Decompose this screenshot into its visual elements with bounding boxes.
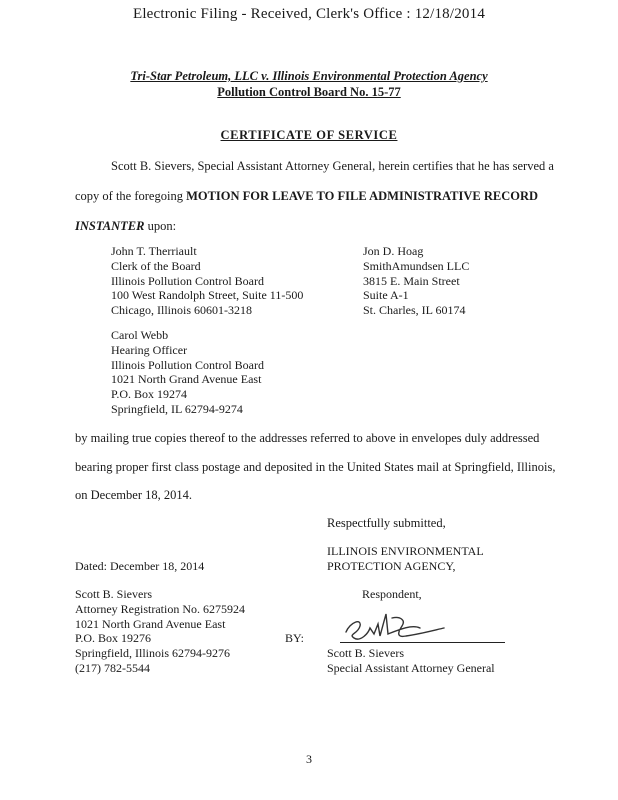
recipient-third-line: Illinois Pollution Control Board [111,357,265,372]
recipient-left-line: Illinois Pollution Control Board [111,273,265,288]
intro-line-3 [75,219,176,234]
recipient-left-line: Chicago, Illinois 60601-3218 [111,303,252,318]
recipient-right [363,244,469,318]
service-line-3: on December 18, 2014. [75,488,192,502]
dated-line: Dated: December 18, 2014 [75,559,205,573]
recipient-third-line: P.O. Box 19274 [111,387,188,402]
recipient-right-line: SmithAmundsen LLC [363,258,470,273]
agency-line: PROTECTION AGENCY, [327,558,456,573]
filing-stamp: Electronic Filing - Received, Clerk's Office : 12/18/2014 [132,6,486,22]
agency-name [327,544,484,574]
board-number: Pollution Control Board No. 15-77 [217,85,401,99]
certificate-title: CERTIFICATE OF SERVICE [220,128,398,142]
attorney-line: P.O. Box 19276 [75,631,152,646]
by-label: BY: [285,631,304,645]
recipient-left-line: Clerk of the Board [111,258,201,273]
recipient-right-line: Suite A-1 [363,288,409,303]
recipient-left-line: 100 West Randolph Street, Suite 11-500 [111,288,304,303]
page-number: 3 [306,752,312,766]
instanter: INSTANTER [75,219,145,233]
attorney-block [75,587,245,676]
recipient-left [111,244,303,318]
signature-image [340,604,450,644]
motion-title: MOTION FOR LEAVE TO FILE ADMINISTRATIVE RECORD [186,189,538,203]
recipient-third-line: Carol Webb [111,328,169,342]
recipient-third-line: 1021 North Grand Avenue East [111,372,262,387]
recipient-right-line: 3815 E. Main Street [363,273,460,288]
signer-block [327,646,495,676]
respondent-label: Respondent, [362,587,422,601]
respectfully-submitted: Respectfully submitted, [327,516,446,530]
case-caption: Tri-Star Petroleum, LLC v. Illinois Environmental Protection Agency [130,69,488,83]
attorney-line: Springfield, Illinois 62794-9276 [75,646,230,661]
recipient-right-line: Jon D. Hoag [363,244,424,258]
recipient-third-line: Hearing Officer [111,342,188,357]
recipient-right-line: St. Charles, IL 60174 [363,303,466,318]
intro-line-2 [75,189,538,204]
signer-title: Special Assistant Attorney General [327,660,495,675]
service-line-1: by mailing true copies thereof to the addresses referred to above in envelopes duly addressed [75,431,540,445]
recipient-third [111,328,264,417]
intro-line-3-suffix: upon: [144,219,177,233]
intro-line-1: Scott B. Sievers, Special Assistant Attorney General, herein certifies that he has served a [111,159,554,173]
attorney-line: (217) 782-5544 [75,660,150,675]
signature-line [340,642,505,643]
recipient-left-line: John T. Therriault [111,244,197,258]
agency-line: ILLINOIS ENVIRONMENTAL [327,544,484,558]
intro-line-2-prefix: copy of the foregoing [75,189,187,203]
recipient-third-line: Springfield, IL 62794-9274 [111,401,243,416]
attorney-line: Attorney Registration No. 6275924 [75,601,245,616]
signer-name: Scott B. Sievers [327,646,404,660]
attorney-line: 1021 North Grand Avenue East [75,616,226,631]
service-line-2: bearing proper first class postage and deposited in the United States mail at Springfield, Illinois, [75,460,556,474]
attorney-line: Scott B. Sievers [75,587,152,601]
